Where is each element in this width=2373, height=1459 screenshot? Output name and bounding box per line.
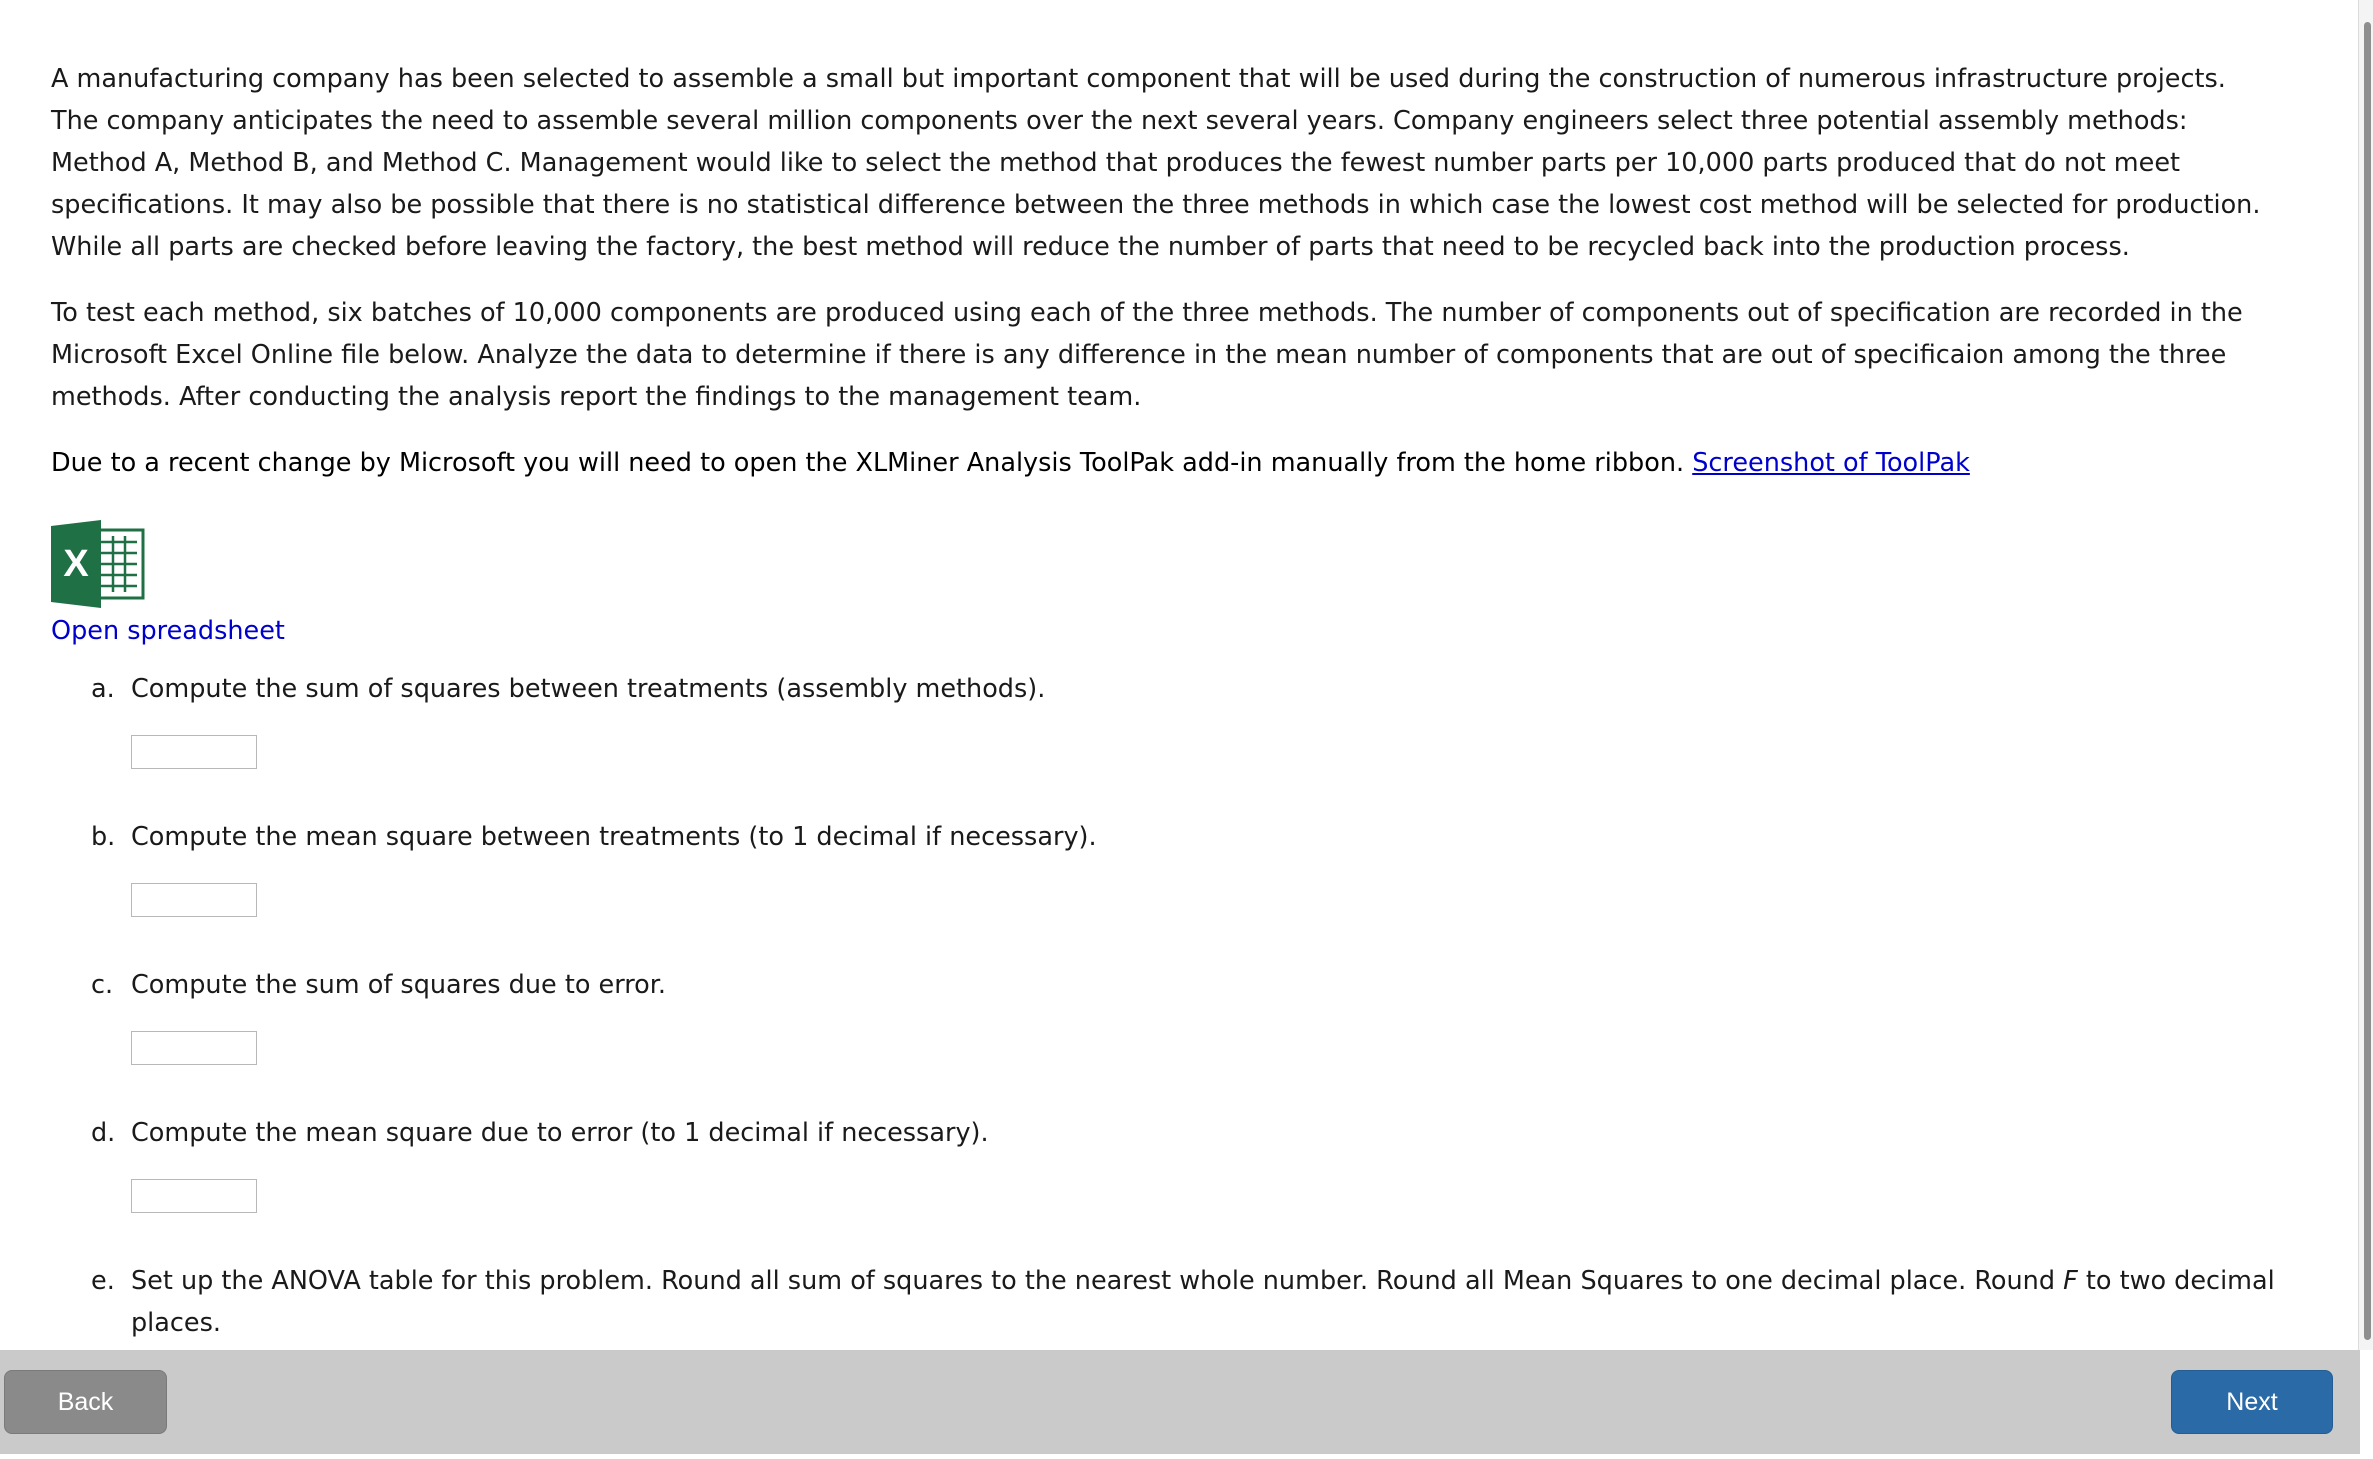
f-statistic-symbol: F [2063, 1266, 2078, 1296]
question-letter: d. [91, 1118, 116, 1148]
question-text: Compute the mean square between treatments (to 1 decimal if necessary). [131, 822, 1097, 852]
answer-c-input[interactable] [131, 1031, 257, 1065]
answer-b-input[interactable] [131, 883, 257, 917]
next-button[interactable]: Next [2171, 1370, 2333, 1434]
toolpak-screenshot-link[interactable]: Screenshot of ToolPak [1692, 448, 1970, 478]
problem-paragraph-1: A manufacturing company has been selected to assemble a small but important component that will be used during the construction of numerous infrastructure projects. The company anticipates the need to assemble several million components over the next several years. Company engineers select three potential assembly methods: Method A, Method B, and Method C. Management would like to select the method that produces the fewest number parts per 10,000 parts produced that do not meet specifications. It may also be possible that there is no statistical difference between the three methods in which case the lowest cost method will be selected for production. While all parts are checked before leaving the factory, the best method will reduce the number of parts that need to be recycled back into the production process. [51, 64, 2261, 262]
svg-text:X: X [63, 543, 89, 585]
question-list [51, 668, 2281, 1362]
question-b [51, 816, 2281, 917]
problem-paragraph-2: To test each method, six batches of 10,000 components are produced using each of the three methods. The number of components out of specification are recorded in the Microsoft Excel Online file below. Analyze the data to determine if there is any difference in the mean number of components that are out of specificaion among the three methods. After conducting the analysis report the findings to the management team. [51, 298, 2243, 412]
question-text: Compute the mean square due to error (to 1 decimal if necessary). [131, 1118, 989, 1148]
scrollbar-thumb[interactable] [2364, 22, 2371, 1340]
question-a [51, 668, 2281, 769]
question-e [51, 1260, 2281, 1362]
question-letter: c. [91, 970, 114, 1000]
question-text-part: Set up the ANOVA table for this problem. Round all sum of squares to the nearest whole number. Round all Mean Squares to one decimal place. Round [131, 1266, 2064, 1296]
question-text: Compute the sum of squares due to error. [131, 970, 667, 1000]
navigation-footer [0, 1350, 2360, 1454]
question-text-part: to two decimal places. [131, 1266, 2275, 1338]
vertical-scrollbar[interactable] [2358, 0, 2373, 1350]
question-letter: a. [91, 674, 115, 704]
question-text [131, 1260, 2281, 1344]
question-c [51, 964, 2281, 1065]
question-content [51, 58, 2281, 1362]
question-letter: e. [91, 1266, 115, 1296]
question-text: Compute the sum of squares between treatments (assembly methods). [131, 674, 1046, 704]
question-d [51, 1112, 2281, 1213]
toolpak-notice [51, 442, 2281, 484]
open-spreadsheet-link[interactable]: Open spreadsheet [51, 616, 285, 646]
excel-icon[interactable] [51, 520, 145, 608]
answer-d-input[interactable] [131, 1179, 257, 1213]
toolpak-notice-text: Due to a recent change by Microsoft you will need to open the XLMiner Analysis ToolPak add-in manually from the home ribbon. [51, 448, 1685, 478]
question-letter: b. [91, 822, 116, 852]
back-button[interactable]: Back [4, 1370, 167, 1434]
answer-a-input[interactable] [131, 735, 257, 769]
